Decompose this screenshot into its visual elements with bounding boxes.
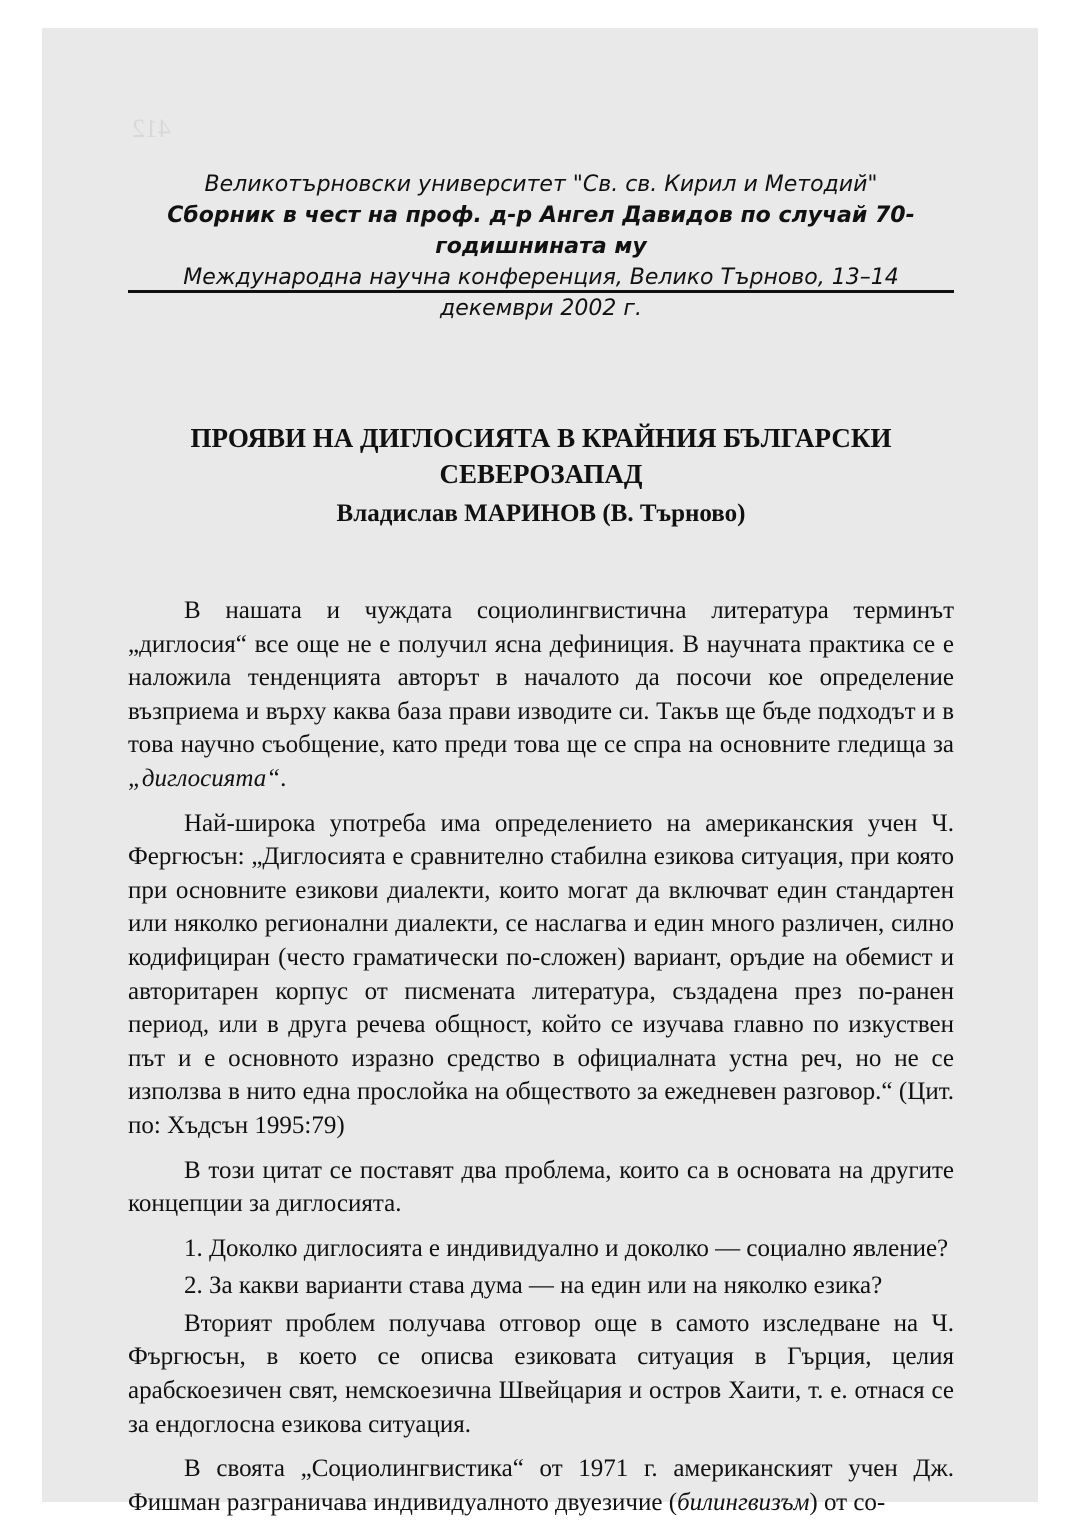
article-author: Владислав МАРИНОВ (В. Търново) bbox=[336, 500, 746, 527]
paragraph-text: В своята „Социолингвистика“ от 1971 г. американският учен Дж. Фишман разграничава индивидуалното двуезичие ( bbox=[128, 1455, 954, 1516]
article-body bbox=[128, 594, 954, 1530]
list-item: 1. Доколко диглосията е индивидуално и доколко — социално явление? bbox=[184, 1234, 949, 1262]
list-item: 2. За какви варианти става дума — на един или на няколко езика? bbox=[184, 1272, 883, 1300]
header-divider bbox=[128, 290, 954, 293]
university-name: Великотърновски университет "Св. св. Кирил и Методий" bbox=[204, 172, 878, 197]
paragraph bbox=[128, 1452, 954, 1519]
paragraph: Най-широка употреба има определението на американския учен Ч. Фергюсън: „Диглосията е сравнително стабилна езикова ситуация, при която при основните езикови диалекти, които могат да включват един стандартен или няколко регионални диалекти, се наслагва и един много различен, силно кодифициран (често граматически по-сложен) вариант, оръдие на обемист и авторитарен корпус от писмената литература, създадена през по-ранен период, или в друга речева общност, който се изучава главно по изкуствен път и е основното изразно средство в официалната устна реч, но не се използва в нито една прослойка на обществото за ежедневен разговор.“ (Цит. по: Хъдсън 1995:79) bbox=[128, 809, 954, 1139]
paragraph: Вторият проблем получава отговор още в самото изследване на Ч. Фъргюсън, в което се описва езиковата ситуация в Гърция, целия арабскоезичен свят, немскоезична Швейцария и остров Хаити, т. е. отнася се за ендоглосна езикова ситуация. bbox=[128, 1309, 954, 1438]
paragraph bbox=[128, 594, 954, 796]
article-title: ПРОЯВИ НА ДИГЛОСИЯТА В КРАЙНИЯ БЪЛГАРСКИ СЕВЕРОЗАПАД bbox=[190, 423, 892, 489]
conference-info: Международна научна конференция, Велико Търново, 13–14 декември 2002 г. bbox=[183, 265, 899, 321]
show-through-background: 412 bbox=[132, 114, 171, 143]
collection-title: Сборник в чест на проф. д-р Ангел Давидов по случай 70-годишнината му bbox=[167, 203, 915, 259]
paragraph-text: В нашата и чуждата социолингвистична литература терминът „диглосия“ все още не е получил ясна дефиниция. В научната практика се е наложила тенденцията авторът в началото да посочи кое определение възприема и върху каква база прави изводите си. Такъв ще бъде подходът и в това научно съобщение, като преди това ще се спра на основните гледища за bbox=[128, 597, 954, 759]
italic-term: билингвизъм bbox=[677, 1488, 810, 1516]
italic-term: „диглосията“ bbox=[128, 764, 281, 792]
document-page bbox=[42, 28, 1038, 1516]
conference-header bbox=[128, 170, 954, 324]
paragraph-end: . bbox=[280, 764, 287, 792]
paragraph: В този цитат се поставят два проблема, които са в основата на другите концепции за диглосията. bbox=[128, 1156, 954, 1218]
paragraph-end: ) от со- bbox=[809, 1488, 886, 1516]
